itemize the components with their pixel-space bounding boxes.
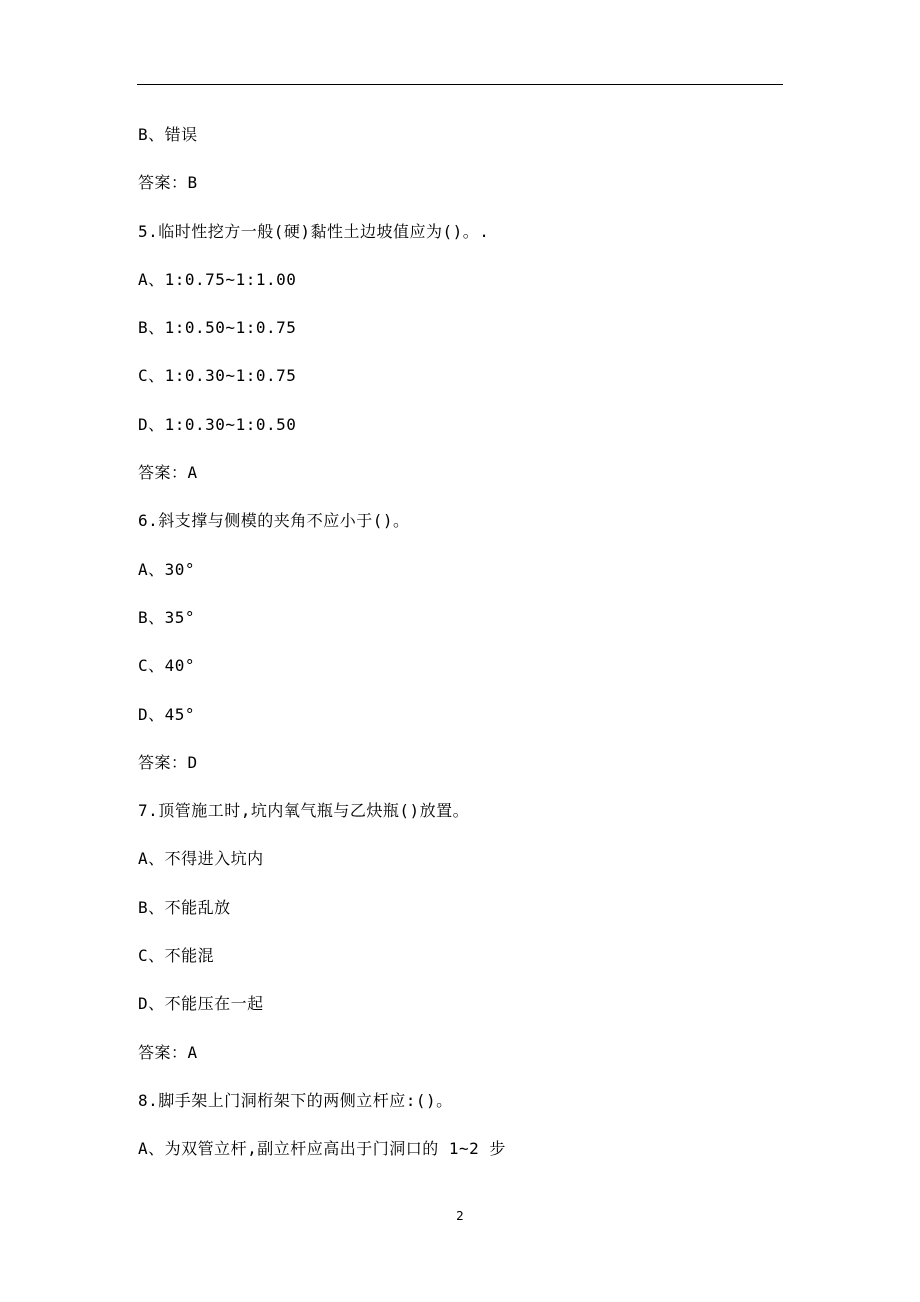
option-b-q5: B、1:0.50~1:0.75 — [138, 318, 297, 338]
option-c-q5: C、1:0.30~1:0.75 — [138, 366, 297, 386]
option-a-q6: A、30° — [138, 559, 196, 579]
question-6: 6.斜支撑与侧模的夹角不应小于()。 — [138, 511, 410, 531]
option-b-q6: B、35° — [138, 607, 196, 627]
question-5: 5.临时性挖方一般(硬)黏性土边坡值应为()。. — [138, 221, 490, 241]
option-d-q5: D、1:0.30~1:0.50 — [138, 414, 297, 434]
page-number: 2 — [456, 1209, 464, 1223]
option-b-q7: B、不能乱放 — [138, 897, 231, 917]
option-d-q7: D、不能压在一起 — [138, 994, 264, 1014]
answer-q6: 答案：D — [138, 752, 198, 772]
option-c-q6: C、40° — [138, 656, 196, 676]
answer-q4: 答案：B — [138, 173, 198, 193]
option-a-q7: A、不得进入坑内 — [138, 849, 264, 869]
question-8: 8.脚手架上门洞桁架下的两侧立杆应:()。 — [138, 1090, 453, 1110]
option-b-q4: B、错误 — [138, 125, 198, 144]
option-a-q5: A、1:0.75~1:1.00 — [138, 269, 297, 289]
option-a-q8: A、为双管立杆,副立杆应高出于门洞口的 1~2 步 — [138, 1139, 506, 1159]
document-body — [138, 118, 798, 1181]
answer-q5: 答案：A — [138, 463, 198, 483]
option-c-q7: C、不能混 — [138, 946, 215, 966]
answer-q7: 答案：A — [138, 1042, 198, 1062]
header-rule — [137, 84, 783, 85]
question-7: 7.顶管施工时,坑内氧气瓶与乙炔瓶()放置。 — [138, 801, 470, 821]
option-d-q6: D、45° — [138, 704, 196, 724]
